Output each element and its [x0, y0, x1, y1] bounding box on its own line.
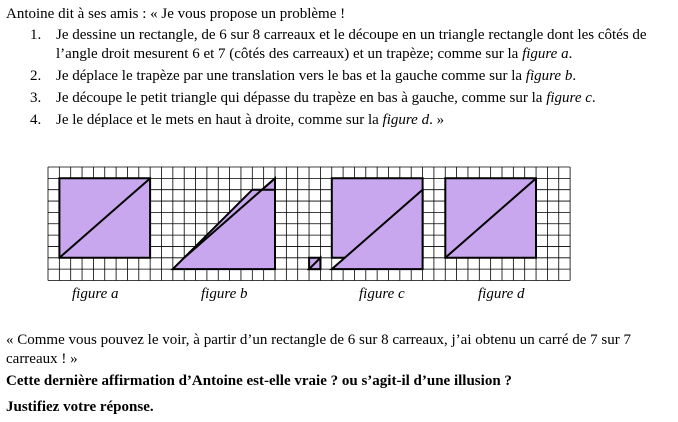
- step-text: Je dessine un rectangle, de 6 sur 8 carreaux et le découpe en un triangle rectangle dont les côtés de l’angle droit mesurent 6 et 7 (côtés des carreaux) et un trapèze; comme sur la: [56, 27, 647, 62]
- step-tail: .: [572, 68, 577, 84]
- step-tail: . »: [429, 112, 445, 128]
- caption-figure-c: figure c: [359, 286, 405, 302]
- caption-figure-a: figure a: [72, 286, 119, 302]
- step-figure-ref: figure a: [522, 46, 569, 62]
- step-number: 4.: [30, 112, 42, 128]
- caption-figure-d: figure d: [478, 286, 525, 302]
- step-figure-ref: figure d: [382, 112, 430, 128]
- step-text: Je déplace le trapèze par une translation vers le bas et la gauche comme sur la: [56, 68, 526, 84]
- caption-figure-b: figure b: [201, 286, 248, 302]
- justify-instruction: Justifiez votre réponse.: [6, 399, 154, 415]
- step-figure-ref: figure b: [525, 68, 573, 84]
- step-text: Je découpe le petit triangle qui dépasse du trapèze en bas à gauche, comme sur la: [56, 90, 547, 106]
- question-text: Cette dernière affirmation d’Antoine est-elle vraie ? ou s’agit-il d’une illusion ?: [6, 373, 512, 389]
- step-tail: .: [568, 46, 573, 62]
- step-number: 1.: [30, 27, 42, 43]
- figure-b-trapezoid: [173, 190, 275, 269]
- intro-text: Antoine dit à ses amis : « Je vous propose un problème !: [6, 6, 346, 22]
- step-number: 2.: [30, 68, 42, 84]
- step-text: Je le déplace et le mets en haut à droite, comme sur la: [56, 112, 383, 128]
- step-tail: .: [591, 90, 596, 106]
- step-figure-ref: figure c: [546, 90, 592, 106]
- step-number: 3.: [30, 90, 42, 106]
- conclusion-text: « Comme vous pouvez le voir, à partir d’un rectangle de 6 sur 8 carreaux, j’ai obtenu un carré de 7 sur 7 carreaux ! »: [6, 332, 632, 367]
